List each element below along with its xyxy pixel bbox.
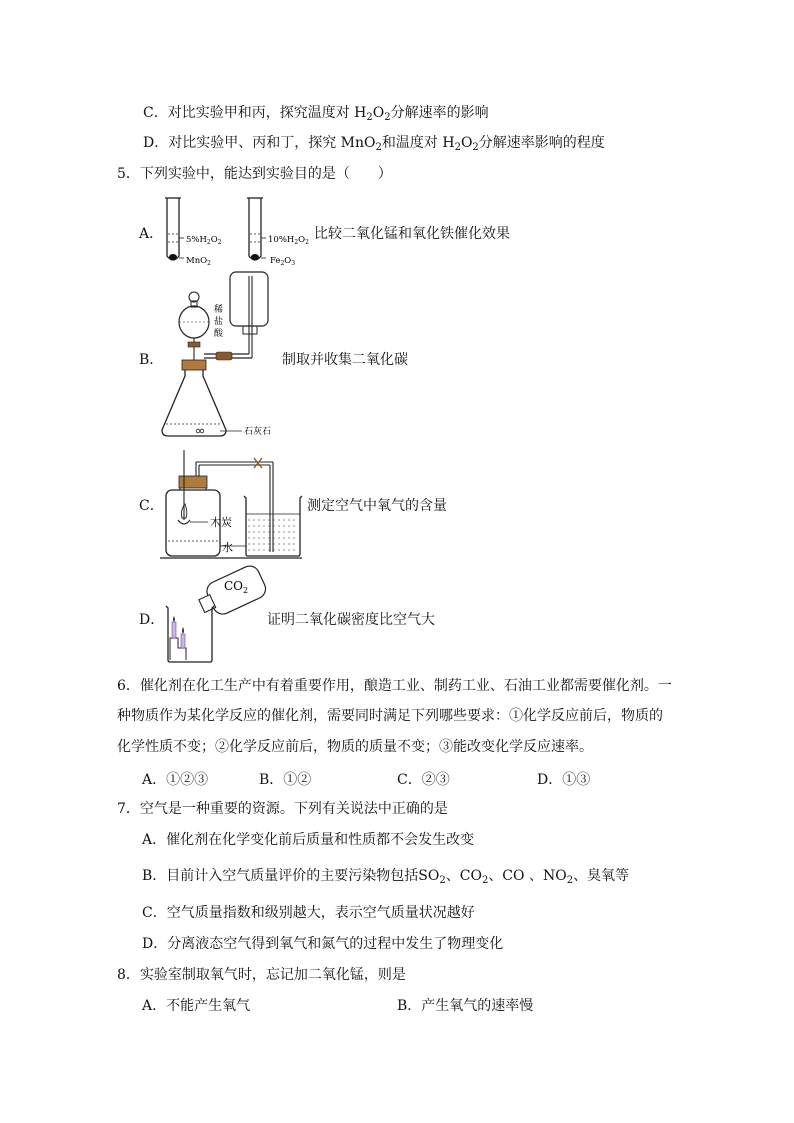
q5-a-label: A． — [139, 226, 164, 242]
co2-density-diagram — [164, 566, 268, 666]
q4-option-d: D．对比实验甲、丙和丁，探究 MnO$_2$和温度对 $H_2O_2$分解速率影响的程度 — [143, 135, 605, 153]
q6-option-d: D．①③ — [537, 772, 591, 788]
q6-stem-line3: 化学性质不变；②化学反应前后，物质的质量不变；③能改变化学反应速率。 — [117, 739, 593, 755]
q6-stem-line1: 6．催化剂在化工生产中有着重要作用，酿造工业、制药工业、石油工业都需要催化剂。一 — [117, 678, 672, 694]
svg-text:稀: 稀 — [214, 305, 224, 315]
q6-option-c: C．②③ — [397, 772, 450, 788]
co2-label: $CO_2$ — [224, 579, 249, 595]
svg-text:石灰石: 石灰石 — [244, 427, 272, 437]
q5-d-label: D． — [139, 612, 165, 628]
q6-option-b: B．①② — [259, 772, 312, 788]
q5-d-caption: 证明二氧化碳密度比空气大 — [267, 612, 435, 628]
q4-option-c: C．对比实验甲和丙，探究温度对 $H_2O_2$分解速率的影响 — [143, 105, 489, 123]
tube2-solid-label: $Fe_2O_3$ — [270, 256, 296, 267]
oxygen-content-diagram — [158, 448, 308, 566]
svg-text:水: 水 — [222, 541, 233, 554]
q7-option-a: A．催化剂在化学变化前后质量和性质都不会发生改变 — [142, 832, 475, 848]
q7-stem: 7．空气是一种重要的资源。下列有关说法中正确的是 — [117, 801, 448, 817]
tube2-solution-label: $10\%H_2O_2$ — [268, 235, 309, 246]
svg-text:盐: 盐 — [214, 317, 224, 327]
co2-generator-diagram — [158, 270, 298, 442]
test-tubes-diagram — [160, 196, 320, 268]
tube1-solid-label: MnO$_2$ — [186, 256, 211, 267]
q5-b-caption: 制取并收集二氧化碳 — [282, 352, 408, 368]
q6-stem-line2: 种物质作为某化学反应的催化剂，需要同时满足下列哪些要求：①化学反应前后，物质的 — [117, 708, 663, 724]
q7-option-d: D．分离液态空气得到氧气和氮气的过程中发生了物理变化 — [142, 936, 504, 952]
q5-c-caption: 测定空气中氧气的含量 — [307, 498, 447, 514]
tube1-solution-label: $5\%H_2O_2$ — [186, 235, 222, 246]
q5-stem: 5．下列实验中，能达到实验目的是（ ） — [117, 166, 392, 182]
q8-stem: 8．实验室制取氧气时，忘记加二氧化锰，则是 — [117, 967, 406, 983]
q6-option-a: A．①②③ — [142, 772, 209, 788]
svg-text:木炭: 木炭 — [210, 516, 232, 529]
q7-option-c: C．空气质量指数和级别越大，表示空气质量状况越好 — [142, 905, 475, 921]
q5-c-label: C． — [139, 498, 164, 514]
q5-b-label: B． — [139, 352, 164, 368]
q8-option-a: A．不能产生氧气 — [142, 998, 251, 1014]
svg-text:酸: 酸 — [214, 329, 224, 339]
q8-option-b: B．产生氧气的速率慢 — [397, 998, 534, 1014]
q7-option-b: B．目前计入空气质量评价的主要污染物包括$SO_2$、$CO_2$、CO 、$NO_2$、臭氧等 — [142, 868, 630, 886]
q5-a-caption: 比较二氧化锰和氧化铁催化效果 — [314, 226, 510, 242]
